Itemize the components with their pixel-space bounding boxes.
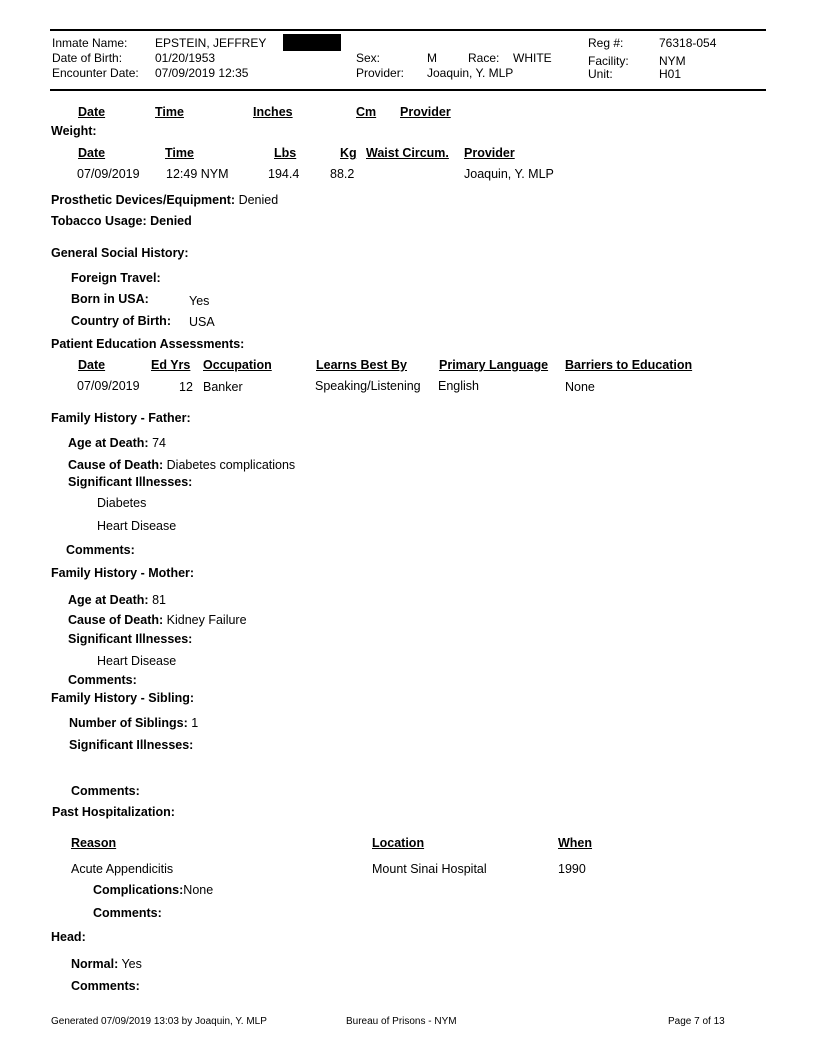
father-comments-label: Comments: [66,543,135,557]
edu-ed-yrs: 12 [179,380,193,394]
redaction-block [283,34,341,51]
head-comments-label: Comments: [71,979,140,993]
mother-age-label: Age at Death: [68,593,149,607]
dob: 01/20/1953 [155,51,216,65]
head-normal-value: Yes [121,957,142,971]
header-bottom-rule [50,89,766,91]
country-of-birth-value: USA [189,315,215,329]
weight-kg: 88.2 [330,167,355,181]
tobacco-usage: Tobacco Usage: Denied [51,214,192,228]
father-age-row [68,436,166,450]
mother-illness-item: Heart Disease [97,654,177,668]
edu-col-edyrs: Ed Yrs [151,358,191,372]
weight-provider: Joaquin, Y. MLP [464,167,554,181]
father-age-value: 74 [152,436,166,450]
father-cause-row [68,458,295,472]
head-normal-label: Normal: [71,957,119,971]
hosp-complications-row [93,883,213,897]
foreign-travel-label: Foreign Travel: [71,271,161,285]
sex: M [427,51,437,65]
weight-col-lbs: Lbs [274,146,297,160]
facility: NYM [659,54,686,68]
mother-history-title: Family History - Mother: [51,566,195,580]
hosp-complications-value: None [183,883,214,897]
hosp-col-location: Location [372,836,425,850]
mother-cause-row [68,613,247,627]
height-col-cm: Cm [356,105,377,119]
height-col-date: Date [78,105,106,119]
race: WHITE [513,51,552,65]
sibling-count-label: Number of Siblings: [69,716,188,730]
edu-col-language: Primary Language [439,358,549,372]
prosthetic-value: Denied [238,193,279,207]
head-normal-row [71,957,142,971]
footer-page-number: Page 7 of 13 [668,1016,725,1027]
race-label: Race: [468,51,500,65]
born-in-usa-label: Born in USA: [71,292,149,306]
footer-bureau: Bureau of Prisons - NYM [346,1016,457,1027]
sibling-illness-label: Significant Illnesses: [69,738,194,752]
mother-age-row [68,593,166,607]
edu-col-date: Date [78,358,106,372]
reg-number: 76318-054 [659,36,717,50]
footer-generated: Generated 07/09/2019 13:03 by Joaquin, Y. MLP [51,1016,267,1027]
edu-col-learns: Learns Best By [316,358,408,372]
prosthetic-row [51,193,278,207]
weight-date: 07/09/2019 [77,167,140,181]
father-illness-item: Diabetes [97,496,147,510]
sibling-comments-label: Comments: [71,784,140,798]
dob-label: Date of Birth: [52,51,123,65]
sibling-history-title: Family History - Sibling: [51,691,195,705]
reg-label: Reg #: [588,36,624,50]
sex-label: Sex: [356,51,381,65]
weight-col-kg: Kg [340,146,357,160]
weight-col-date: Date [78,146,106,160]
header-top-rule [50,29,766,31]
weight-time: 12:49 NYM [166,167,229,181]
sibling-count-row [69,716,198,730]
edu-barriers: None [565,380,595,394]
mother-age-value: 81 [152,593,166,607]
father-illness-item: Heart Disease [97,519,177,533]
country-of-birth-label: Country of Birth: [71,314,171,328]
father-cause-label: Cause of Death: [68,458,164,472]
height-col-provider: Provider [400,105,451,119]
provider: Joaquin, Y. MLP [427,66,514,80]
mother-comments-label: Comments: [68,673,137,687]
weight-col-provider: Provider [464,146,515,160]
hosp-location: Mount Sinai Hospital [372,862,487,876]
weight-title: Weight: [51,124,97,138]
mother-illness-label: Significant Illnesses: [68,632,193,646]
father-age-label: Age at Death: [68,436,149,450]
unit: H01 [659,67,682,81]
hosp-complications-label: Complications: [93,883,184,897]
unit-label: Unit: [588,67,613,81]
edu-col-occupation: Occupation [203,358,272,372]
weight-col-waist: Waist Circum. [366,146,449,160]
education-title: Patient Education Assessments: [51,337,245,351]
provider-label: Provider: [356,66,405,80]
encounter-date: 07/09/2019 12:35 [155,66,249,80]
height-col-time: Time [155,105,184,119]
social-history-title: General Social History: [51,246,189,260]
father-illness-label: Significant Illnesses: [68,475,193,489]
encounter-label: Encounter Date: [52,66,139,80]
hosp-when: 1990 [558,862,586,876]
mother-cause-value: Kidney Failure [166,613,247,627]
inmate-name-label: Inmate Name: [52,36,128,50]
head-title: Head: [51,930,86,944]
weight-col-time: Time [165,146,194,160]
hosp-reason: Acute Appendicitis [71,862,174,876]
sibling-count-value: 1 [191,716,199,730]
hosp-col-reason: Reason [71,836,117,850]
edu-learns: Speaking/Listening [315,379,421,393]
mother-cause-label: Cause of Death: [68,613,164,627]
hosp-comments-label: Comments: [93,906,162,920]
hosp-col-when: When [558,836,593,850]
father-cause-value: Diabetes complications [166,458,296,472]
hospitalization-title: Past Hospitalization: [52,805,175,819]
edu-date: 07/09/2019 [77,379,140,393]
edu-language: English [438,379,479,393]
born-in-usa-value: Yes [189,294,210,308]
edu-col-barriers: Barriers to Education [565,358,693,372]
facility-label: Facility: [588,54,629,68]
weight-lbs: 194.4 [268,167,300,181]
height-col-inches: Inches [253,105,293,119]
prosthetic-label: Prosthetic Devices/Equipment: [51,193,236,207]
inmate-name: EPSTEIN, JEFFREY [155,36,267,50]
father-history-title: Family History - Father: [51,411,191,425]
edu-occupation: Banker [203,380,243,394]
